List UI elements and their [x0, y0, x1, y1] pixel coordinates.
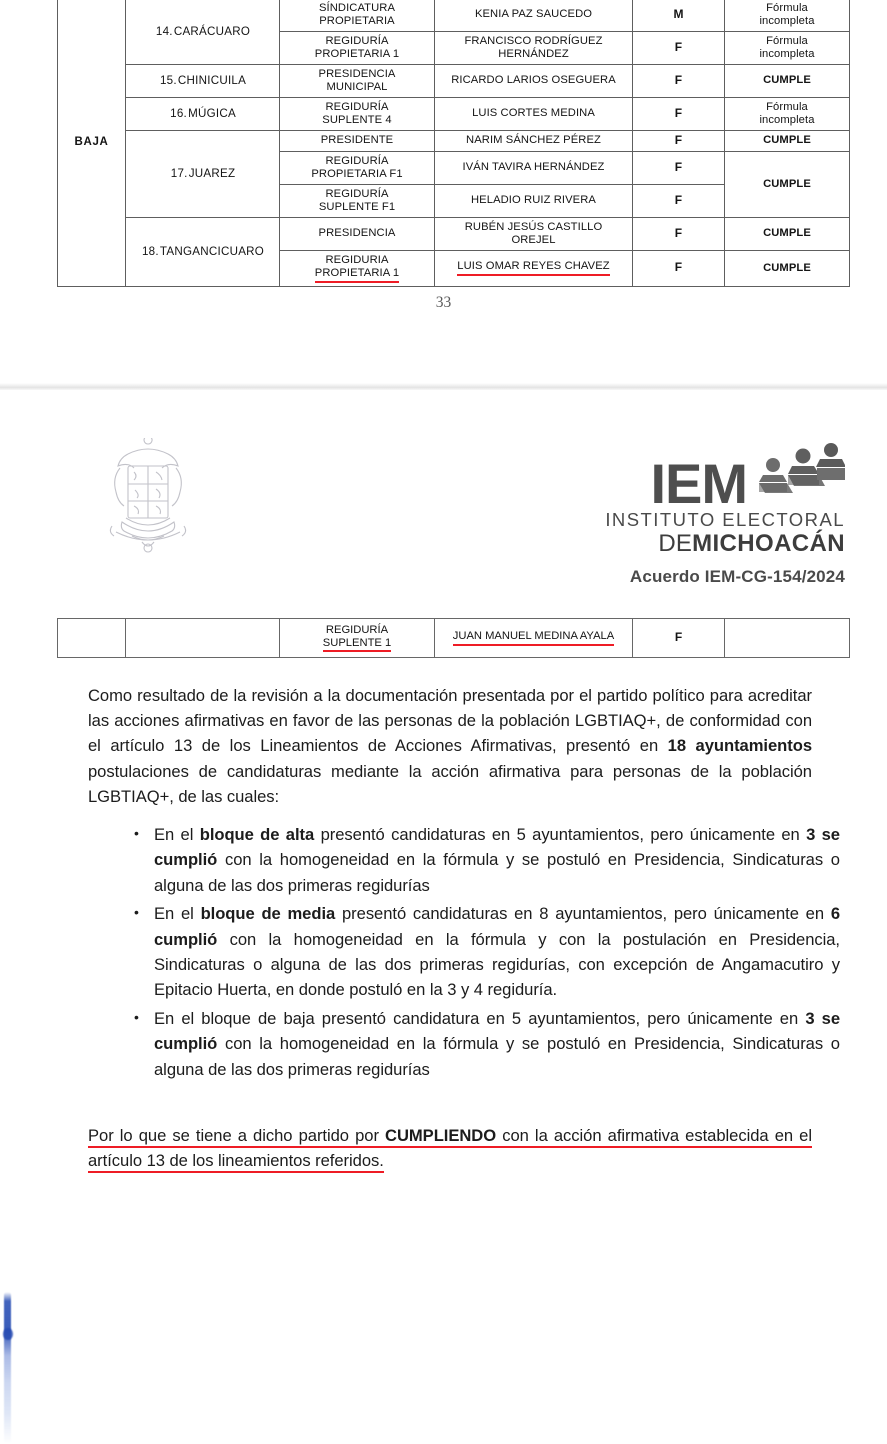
bullet-text-p2: presentó candidaturas en 8 ayuntamientos, pero únicamente en [335, 904, 831, 924]
position-line2-highlighted: PROPIETARIA 1 [315, 267, 399, 283]
position-line2: PROPIETARIA [319, 14, 395, 27]
candidate-name-cell [435, 31, 633, 64]
page-separator [0, 383, 887, 390]
position-line1: REGIDURIA [325, 253, 389, 266]
candidate-name-cell [435, 619, 633, 658]
acuerdo-reference: Acuerdo IEM-CG-154/2024 [629, 567, 845, 586]
position-line1: PRESIDENCIA [318, 67, 396, 80]
position-cell [280, 31, 435, 64]
position-cell: PRESIDENTE [280, 130, 435, 151]
compliance-bullet-list [128, 822, 840, 1085]
candidate-name-cell: NARIM SÁNCHEZ PÉREZ [435, 130, 633, 151]
intro-text-part2: postulaciones de candidaturas mediante la acción afirmativa para personas de la población LGBTIAQ+, de las cuales: [88, 761, 812, 807]
position-line1: REGIDURÍA [325, 154, 389, 167]
bullet-text-p1: En el bloque de baja presentó candidatura en 5 ayuntamientos, pero únicamente en [154, 1008, 806, 1028]
municipality-cell [126, 217, 280, 286]
candidate-name-line2: HERNÁNDEZ [498, 47, 569, 60]
institute-state-name: MICHOACÁN [692, 530, 845, 557]
bullet-text-p3: con la homogeneidad en la fórmula y se postuló en Presidencia, Sindicaturas o alguna de las dos primeras regidurías [154, 850, 840, 895]
bullet-emphasis-block: bloque de alta [199, 825, 315, 844]
bullet-emphasis-block: bloque de media [200, 904, 336, 924]
candidate-name-cell: HELADIO RUIZ RIVERA [435, 184, 633, 217]
position-line2: SUPLENTE 4 [322, 113, 392, 126]
intro-paragraph [88, 683, 812, 810]
table-row [58, 130, 850, 151]
position-line2: PROPIETARIA 1 [314, 47, 400, 60]
list-item [154, 1006, 840, 1082]
bullet-text-p1: En el [154, 825, 200, 844]
municipality-index: 17. [170, 167, 188, 181]
table-row [58, 619, 850, 658]
gender-cell: F [633, 64, 725, 97]
municipality-index: 15. [159, 74, 177, 88]
closing-paragraph [88, 1123, 812, 1174]
gender-cell: F [633, 130, 725, 151]
bullet-text-p3: con la homogeneidad en la fórmula y con la postulación en Presidencia, Sindicaturas o alguna de las dos primeras regidurías, con excepción de Angamacutiro y Epitacio Huerta, en donde postuló en la 3 y 4 regiduría. [154, 929, 840, 1000]
status-line1: Fórmula [766, 2, 808, 14]
position-line1: REGIDURÍA [325, 100, 389, 113]
status-line1: Fórmula [766, 100, 808, 113]
municipality-cell [126, 64, 280, 97]
scanned-page-upper [0, 0, 887, 385]
gender-cell: F [633, 250, 725, 286]
municipality-name: CARÁCUARO [173, 24, 251, 38]
position-line2: MUNICIPAL [326, 80, 388, 93]
closing-emphasis-cumpliendo: CUMPLIENDO [385, 1126, 496, 1148]
position-cell [280, 619, 435, 658]
gender-cell: F [633, 151, 725, 184]
bullet-text-p1: En el [154, 904, 201, 924]
gender-cell: F [633, 619, 725, 658]
bullet-emphasis-count: 3 se cumplió [154, 825, 840, 870]
institute-name-line1: INSTITUTO ELECTORAL [605, 509, 845, 530]
block-cell-empty [58, 619, 126, 658]
candidates-roster-table [57, 0, 850, 287]
municipality-name: JUAREZ [188, 167, 236, 181]
intro-emphasis-count: 18 ayuntamientos [667, 736, 813, 756]
list-item [154, 822, 840, 898]
scanned-page-lower [0, 390, 887, 1184]
municipality-cell [126, 0, 280, 64]
candidate-name-line1: FRANCISCO RODRÍGUEZ [464, 34, 603, 47]
position-cell [280, 184, 435, 217]
position-cell [280, 151, 435, 184]
status-line2: incompleta [759, 113, 815, 126]
position-line1: REGIDURÍA [325, 623, 389, 636]
candidate-name-cell [435, 217, 633, 250]
block-label-baja: BAJA [58, 0, 126, 286]
municipality-cell [126, 97, 280, 130]
status-cell: CUMPLE [725, 217, 850, 250]
iem-logo [515, 442, 845, 587]
gender-cell: M [633, 0, 725, 31]
municipality-index: 18. [141, 244, 159, 258]
municipality-index: 16. [170, 107, 187, 121]
status-line1: Fórmula [766, 34, 808, 47]
table-row [58, 64, 850, 97]
page-number: 33 [435, 294, 452, 311]
status-cell [725, 0, 850, 31]
bullet-text-p2: presentó candidaturas en 5 ayuntamientos, pero únicamente en [314, 825, 807, 844]
gender-cell: F [633, 97, 725, 130]
candidate-name-cell: KENIA PAZ SAUCEDO [435, 0, 633, 31]
table-row [58, 97, 850, 130]
position-cell: PRESIDENCIA [280, 217, 435, 250]
municipality-name: MÚGICA [188, 107, 236, 121]
position-line1: REGIDURÍA [325, 187, 389, 200]
gender-cell: F [633, 31, 725, 64]
institute-name-prefix: DE [658, 530, 693, 557]
institute-name-line2 [515, 530, 845, 558]
candidate-name-cell: LUIS CORTES MEDINA [435, 97, 633, 130]
gender-cell: F [633, 217, 725, 250]
status-cell [725, 97, 850, 130]
municipality-cell [126, 130, 280, 217]
candidate-name-cell: RICARDO LARIOS OSEGUERA [435, 64, 633, 97]
table-row [58, 217, 850, 250]
candidate-name-cell [435, 250, 633, 286]
position-line1: REGIDURÍA [325, 34, 389, 47]
closing-text-part2: con la acción afirmativa establecida en el artículo 13 de los lineamientos referidos. [88, 1126, 812, 1173]
closing-text-part1: Por lo que se tiene a dicho partido por [88, 1126, 385, 1148]
position-line2-highlighted: SUPLENTE 1 [323, 637, 391, 653]
status-line2: incompleta [759, 47, 815, 60]
scan-artifact-blue-dot [3, 1328, 13, 1340]
status-cell-empty [725, 619, 850, 658]
status-cell: CUMPLE [725, 250, 850, 286]
intro-text-part1: Como resultado de la revisión a la documentación presentada por el partido político para acreditar las acciones afirmativas en favor de las personas de la población LGBTIAQ+, de conformidad con el artículo 13 de los Lineamientos de Acciones Afirmativas, presentó en [88, 685, 812, 756]
municipality-cell-empty [126, 619, 280, 658]
list-item [154, 901, 840, 1003]
continuation-table-row [57, 618, 850, 658]
bullet-text-p2: con la homogeneidad en la fórmula y se postuló en Presidencia, Sindicaturas o alguna de las dos primeras regidurías [154, 1034, 840, 1079]
iem-acronym: IEM [650, 451, 747, 515]
status-cell: CUMPLE [725, 151, 850, 217]
scan-artifact-blue-streak [4, 1292, 11, 1444]
municipality-name: CHINICUILA [177, 74, 247, 88]
candidate-name-cell: IVÁN TAVIRA HERNÁNDEZ [435, 151, 633, 184]
municipality-index: 14. [155, 24, 173, 38]
candidate-name-line1: RUBÉN JESÚS CASTILLO [464, 220, 603, 233]
candidate-name-line2: OREJEL [511, 233, 556, 246]
status-line2: incompleta [759, 14, 815, 27]
gender-cell: F [633, 184, 725, 217]
bullet-emphasis-count: 3 se cumplió [154, 1008, 840, 1054]
table-row [58, 0, 850, 31]
position-line1: SÍNDICATURA [318, 2, 396, 14]
status-cell: CUMPLE [725, 130, 850, 151]
position-cell [280, 64, 435, 97]
position-cell [280, 250, 435, 286]
position-line2: PROPIETARIA F1 [311, 167, 403, 180]
logo-top-row [515, 442, 845, 515]
bullet-emphasis-count: 6 cumplió [154, 904, 841, 949]
candidate-name-highlighted: LUIS OMAR REYES CHAVEZ [457, 260, 609, 276]
position-cell [280, 0, 435, 31]
status-cell [725, 31, 850, 64]
candidate-name-highlighted: JUAN MANUEL MEDINA AYALA [453, 630, 614, 646]
position-line2: SUPLENTE F1 [318, 200, 396, 213]
michoacan-coat-of-arms-icon [98, 438, 198, 560]
position-cell [280, 97, 435, 130]
municipality-name: TANGANCICUARO [159, 244, 265, 258]
iem-people-emblem-icon [749, 442, 845, 508]
status-cell: CUMPLE [725, 64, 850, 97]
